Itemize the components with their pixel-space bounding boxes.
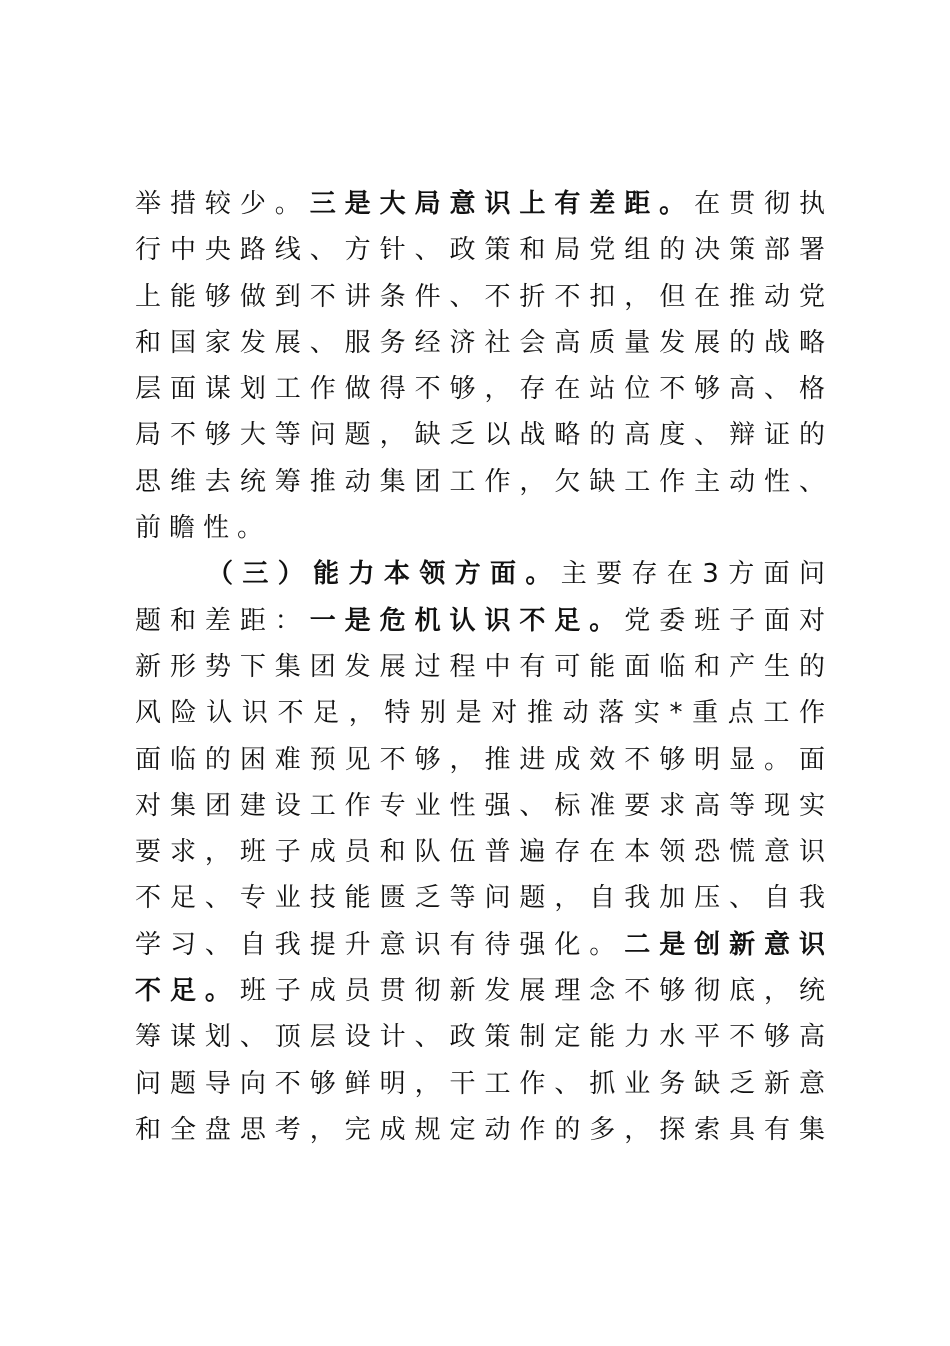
bold-text-segment: 不足。 xyxy=(135,976,240,1007)
text-segment: 筹谋划、顶层设计、政策制定能力水平不够高 xyxy=(135,1022,825,1053)
text-segment: 举措较少。 xyxy=(135,189,310,219)
text-segment: 风险认识不足，特别是对推动落实*重点工作 xyxy=(135,698,825,729)
text-segment: 思维去统筹推动集团工作，欠缺工作主动性、 xyxy=(135,466,825,497)
text-segment: 层面谋划工作做得不够，存在站位不够高、格 xyxy=(135,374,825,405)
text-line xyxy=(135,922,825,968)
text-line xyxy=(135,968,825,1014)
text-segment: 面临的困难预见不够，推进成效不够明显。面 xyxy=(135,744,825,775)
text-line xyxy=(135,690,825,736)
text-line xyxy=(135,1107,825,1153)
text-segment: 问题导向不够鲜明，干工作、抓业务缺乏新意 xyxy=(135,1068,825,1099)
text-line xyxy=(135,1014,825,1060)
text-segment: 和国家发展、服务经济社会高质量发展的战略 xyxy=(135,327,825,358)
body-text xyxy=(135,181,825,1153)
text-segment: 在贯彻执 xyxy=(694,189,825,219)
text-line xyxy=(135,320,825,366)
text-line xyxy=(135,644,825,690)
text-segment: 要求，班子成员和队伍普遍存在本领恐慌意识 xyxy=(135,837,825,868)
text-segment: 行中央路线、方针、政策和局党组的决策部署 xyxy=(135,235,825,266)
text-line xyxy=(135,227,825,273)
text-segment: 党委班子面对 xyxy=(624,605,825,636)
text-segment: 学习、自我提升意识有待强化。 xyxy=(135,929,625,960)
text-segment: 局不够大等问题，缺乏以战略的高度、辩证的 xyxy=(135,420,825,451)
text-segment: 上能够做到不讲条件、不折不扣，但在推动党 xyxy=(135,281,825,312)
text-segment: 新形势下集团发展过程中有可能面临和产生的 xyxy=(135,651,825,682)
bold-text-segment: 三是大局意识上有差距。 xyxy=(309,189,695,219)
text-segment: 前瞻性。 xyxy=(135,513,272,544)
text-segment: 不足、专业技能匮乏等问题，自我加压、自我 xyxy=(135,883,825,914)
text-line xyxy=(135,737,825,783)
text-line xyxy=(135,505,825,551)
text-segment: 题和差距： xyxy=(135,605,310,636)
text-segment: 和全盘思考，完成规定动作的多，探索具有集 xyxy=(135,1114,825,1145)
text-line xyxy=(135,875,825,921)
text-line xyxy=(135,783,825,829)
text-segment: 班子成员贯彻新发展理念不够彻底，统 xyxy=(239,976,825,1007)
text-segment: 主要存在3方面问 xyxy=(560,559,825,590)
text-line xyxy=(135,598,825,644)
text-line xyxy=(135,366,825,412)
text-segment: 对集团建设工作专业性强、标准要求高等现实 xyxy=(135,790,825,821)
text-line xyxy=(135,459,825,505)
bold-text-segment: 二是创新意识 xyxy=(624,929,825,960)
text-line xyxy=(135,829,825,875)
text-line xyxy=(135,181,825,227)
bold-text-segment: 一是危机认识不足。 xyxy=(309,605,625,636)
text-line xyxy=(135,274,825,320)
bold-text-segment: （三）能力本领方面。 xyxy=(207,559,561,590)
text-line xyxy=(135,551,825,597)
text-line xyxy=(135,412,825,458)
text-line xyxy=(135,1061,825,1107)
